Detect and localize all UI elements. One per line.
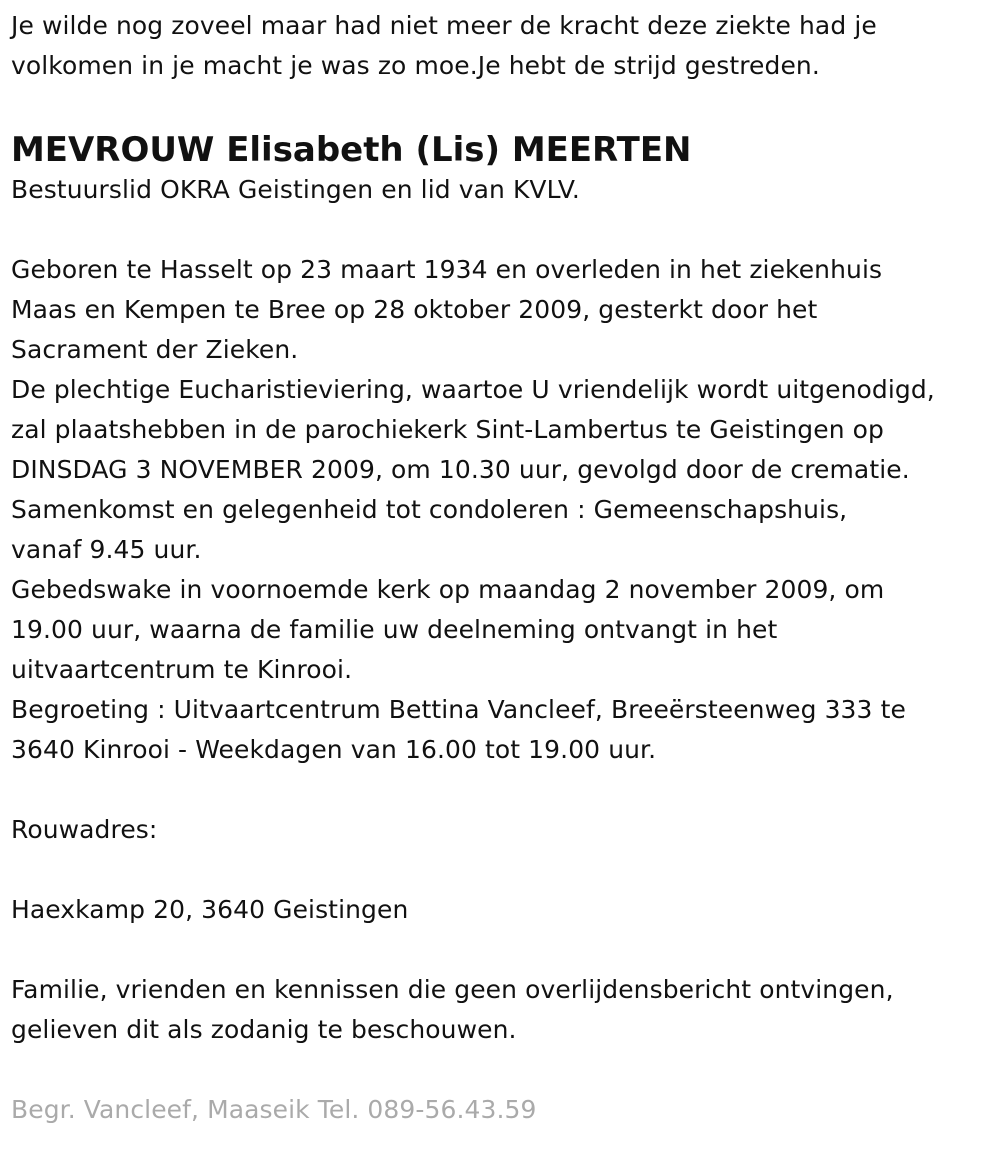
notice-line: Familie, vrienden en kennissen die geen overlijdensbericht ontvingen,: [11, 975, 894, 1004]
detail-line: De plechtige Eucharistieviering, waartoe U vriendelijk wordt uitgenodigd,: [11, 375, 935, 404]
spacer: [11, 850, 990, 890]
detail-line: Sacrament der Zieken.: [11, 335, 299, 364]
spacer: [11, 1050, 990, 1090]
detail-line: zal plaatshebben in de parochiekerk Sint-Lambertus te Geistingen op: [11, 415, 884, 444]
spacer: [11, 930, 990, 970]
spacer: [11, 210, 990, 250]
intro-line: Je wilde nog zoveel maar had niet meer de kracht deze ziekte had je: [11, 11, 877, 40]
detail-line: Gebedswake in voornoemde kerk op maandag 2 november 2009, om: [11, 575, 885, 604]
detail-line: 19.00 uur, waarna de familie uw deelneming ontvangt in het: [11, 615, 778, 644]
funeral-home-footer: Begr. Vancleef, Maaseik Tel. 089-56.43.59: [11, 1095, 537, 1124]
detail-line: Maas en Kempen te Bree op 28 oktober 2009, gesterkt door het: [11, 295, 818, 324]
detail-line: uitvaartcentrum te Kinrooi.: [11, 655, 353, 684]
detail-line: Geboren te Hasselt op 23 maart 1934 en overleden in het ziekenhuis: [11, 255, 883, 284]
detail-line: Begroeting : Uitvaartcentrum Bettina Vancleef, Breeërsteenweg 333 te: [11, 695, 906, 724]
detail-line: 3640 Kinrooi - Weekdagen van 16.00 tot 19.00 uur.: [11, 735, 657, 764]
address-label: Rouwadres:: [11, 815, 158, 844]
deceased-name: MEVROUW Elisabeth (Lis) MEERTEN: [11, 130, 692, 170]
detail-line: Samenkomst en gelegenheid tot condoleren : Gemeenschapshuis,: [11, 495, 848, 524]
notice-line: gelieven dit als zodanig te beschouwen.: [11, 1015, 517, 1044]
detail-line: vanaf 9.45 uur.: [11, 535, 202, 564]
address-value: Haexkamp 20, 3640 Geistingen: [11, 895, 409, 924]
detail-line: DINSDAG 3 NOVEMBER 2009, om 10.30 uur, gevolgd door de crematie.: [11, 455, 910, 484]
intro-line: volkomen in je macht je was zo moe.Je hebt de strijd gestreden.: [11, 51, 820, 80]
deceased-role: Bestuurslid OKRA Geistingen en lid van KVLV.: [11, 175, 580, 204]
spacer: [11, 770, 990, 810]
